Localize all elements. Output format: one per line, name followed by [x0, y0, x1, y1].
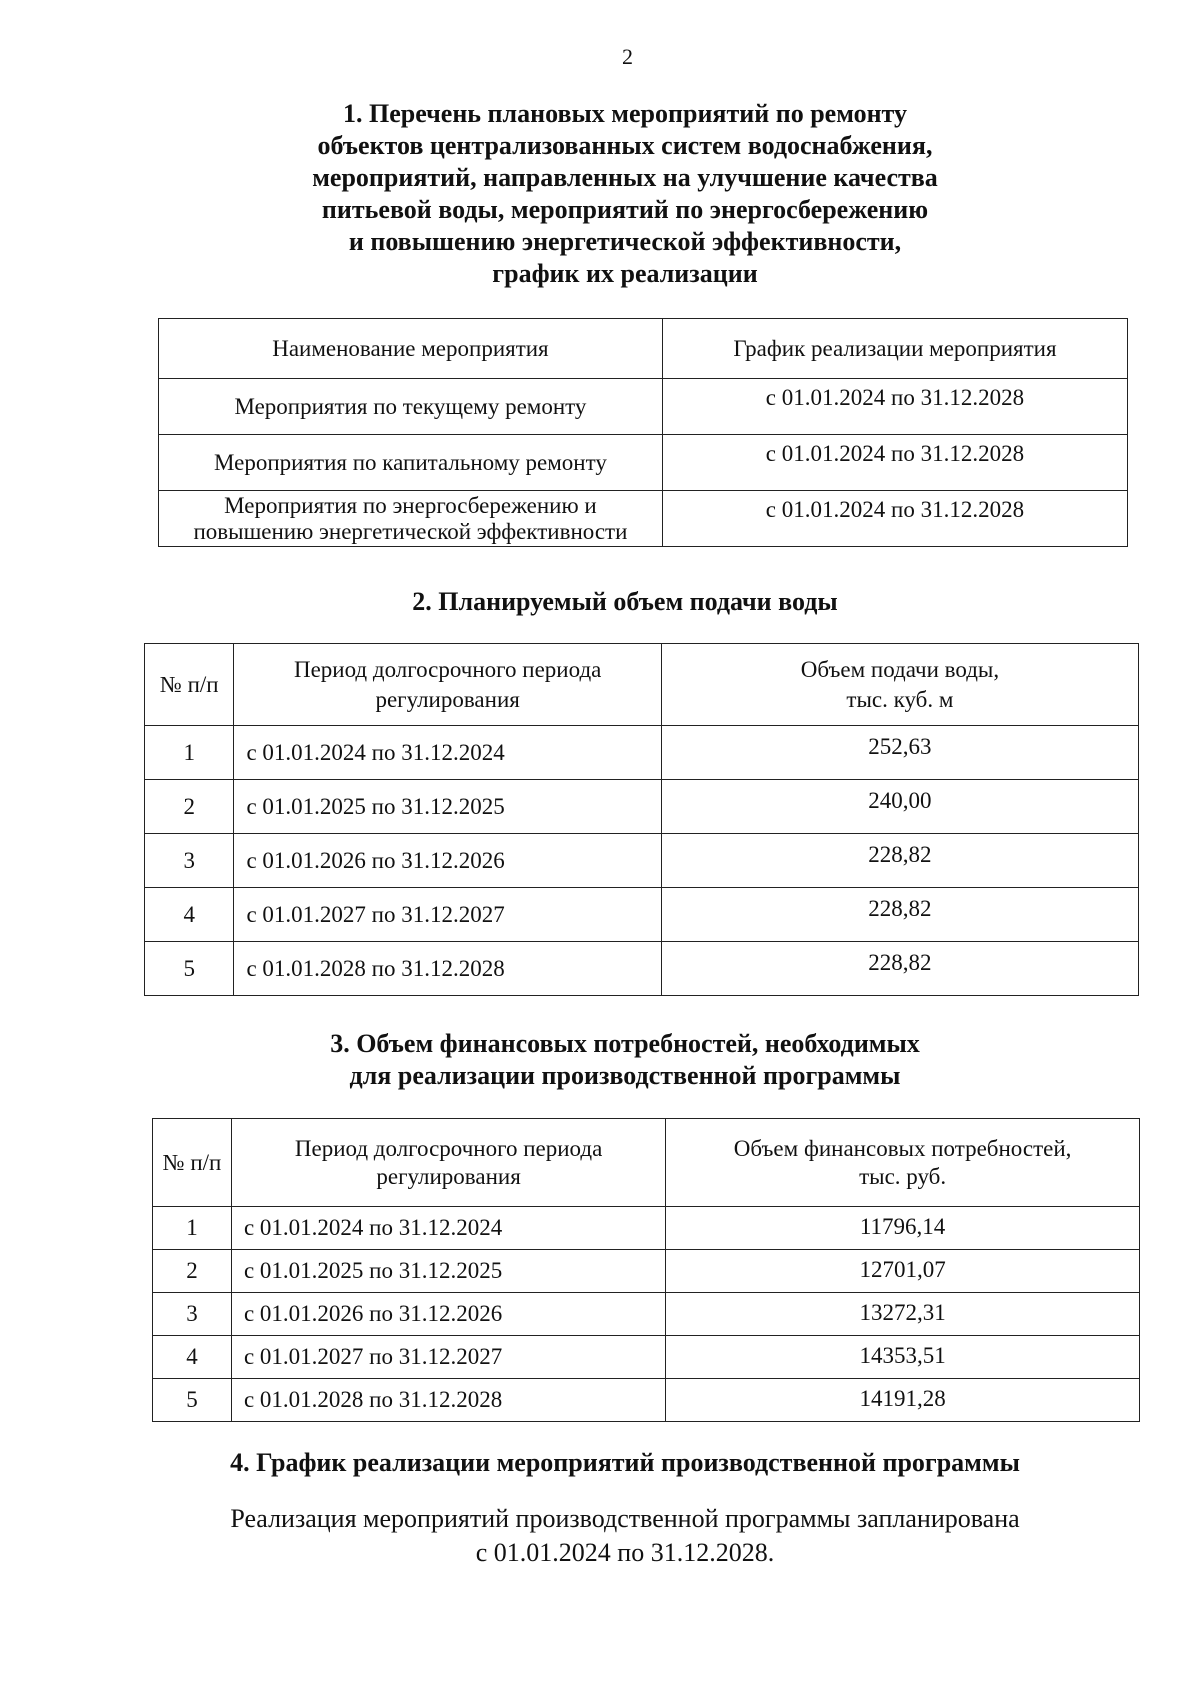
header-line: тыс. руб.	[859, 1163, 947, 1189]
row-value: 240,00	[661, 780, 1138, 834]
activity-schedule: с 01.01.2024 по 31.12.2028	[662, 435, 1127, 491]
row-value: 228,82	[661, 834, 1138, 888]
section-1-title	[0, 98, 1200, 290]
table-row	[153, 1250, 1140, 1293]
header-line: Период долгосрочного периода	[294, 1135, 603, 1161]
row-num: 3	[145, 834, 234, 888]
table-row	[153, 1293, 1140, 1336]
activity-schedule: с 01.01.2024 по 31.12.2028	[662, 379, 1127, 435]
activity-name	[159, 491, 663, 547]
table-header-row	[145, 644, 1139, 726]
header-line: Объем подачи воды,	[800, 656, 1000, 682]
header-value	[661, 644, 1138, 726]
table-row	[145, 834, 1139, 888]
table-row	[153, 1207, 1140, 1250]
title-line: объектов централизованных систем водоснабжения,	[317, 131, 933, 160]
row-value: 13272,31	[666, 1293, 1140, 1336]
row-num: 4	[145, 888, 234, 942]
title-line: и повышению энергетической эффективности,	[348, 227, 902, 256]
table-row	[145, 726, 1139, 780]
table-row	[159, 435, 1128, 491]
table-header-row	[159, 319, 1128, 379]
title-line: мероприятий, направленных на улучшение качества	[312, 163, 938, 192]
row-value: 14191,28	[666, 1379, 1140, 1422]
header-line: Период долгосрочного периода	[293, 656, 602, 682]
row-num: 4	[153, 1336, 232, 1379]
table-row	[159, 491, 1128, 547]
title-line: питьевой воды, мероприятий по энергосбережению	[321, 195, 929, 224]
header-schedule: График реализации мероприятия	[662, 319, 1127, 379]
row-period: с 01.01.2025 по 31.12.2025	[231, 1250, 665, 1293]
header-period	[234, 644, 661, 726]
table-row	[153, 1379, 1140, 1422]
text-line: с 01.01.2024 по 31.12.2028.	[475, 1538, 775, 1567]
header-value	[666, 1119, 1140, 1207]
section-4-title: 4. График реализации мероприятий производственной программы	[230, 1448, 1020, 1477]
table-row	[145, 780, 1139, 834]
row-value: 252,63	[661, 726, 1138, 780]
row-num: 1	[153, 1207, 232, 1250]
table-row	[145, 888, 1139, 942]
header-line: регулирования	[376, 1163, 521, 1189]
title-line: график их реализации	[492, 259, 758, 288]
activities-table	[158, 318, 1128, 547]
water-supply-table	[144, 643, 1139, 996]
header-num: № п/п	[145, 644, 234, 726]
activity-schedule: с 01.01.2024 по 31.12.2028	[662, 491, 1127, 547]
title-line: 1. Перечень плановых мероприятий по ремонту	[343, 99, 907, 128]
section-4-text	[0, 1502, 1200, 1570]
row-period: с 01.01.2028 по 31.12.2028	[234, 942, 661, 996]
header-period	[231, 1119, 665, 1207]
row-period: с 01.01.2026 по 31.12.2026	[231, 1293, 665, 1336]
row-period: с 01.01.2025 по 31.12.2025	[234, 780, 661, 834]
row-value: 228,82	[661, 888, 1138, 942]
row-value: 12701,07	[666, 1250, 1140, 1293]
row-period: с 01.01.2028 по 31.12.2028	[231, 1379, 665, 1422]
page-number: 2	[622, 44, 633, 69]
table-row	[153, 1336, 1140, 1379]
row-value: 228,82	[661, 942, 1138, 996]
row-value: 14353,51	[666, 1336, 1140, 1379]
activity-name-line: повышению энергетической эффективности	[193, 518, 628, 544]
header-line: регулирования	[375, 686, 520, 712]
row-period: с 01.01.2024 по 31.12.2024	[234, 726, 661, 780]
row-num: 5	[153, 1379, 232, 1422]
header-line: Объем финансовых потребностей,	[733, 1135, 1072, 1161]
text-line: Реализация мероприятий производственной программы запланирована	[230, 1504, 1020, 1533]
row-period: с 01.01.2026 по 31.12.2026	[234, 834, 661, 888]
financial-needs-table	[152, 1118, 1140, 1422]
header-activity-name: Наименование мероприятия	[159, 319, 663, 379]
activity-name-line: Мероприятия по энергосбережению и	[224, 492, 597, 518]
table-row	[159, 379, 1128, 435]
table-header-row	[153, 1119, 1140, 1207]
row-num: 2	[145, 780, 234, 834]
header-num: № п/п	[153, 1119, 232, 1207]
table-row	[145, 942, 1139, 996]
row-period: с 01.01.2027 по 31.12.2027	[231, 1336, 665, 1379]
section-3-title	[0, 1028, 1200, 1092]
row-num: 5	[145, 942, 234, 996]
row-num: 1	[145, 726, 234, 780]
activity-name: Мероприятия по текущему ремонту	[159, 379, 663, 435]
header-line: тыс. куб. м	[846, 686, 954, 712]
row-num: 2	[153, 1250, 232, 1293]
title-line: 3. Объем финансовых потребностей, необходимых	[330, 1029, 920, 1058]
row-period: с 01.01.2024 по 31.12.2024	[231, 1207, 665, 1250]
row-period: с 01.01.2027 по 31.12.2027	[234, 888, 661, 942]
activity-name: Мероприятия по капитальному ремонту	[159, 435, 663, 491]
row-num: 3	[153, 1293, 232, 1336]
section-2-title: 2. Планируемый объем подачи воды	[412, 587, 838, 616]
title-line: для реализации производственной программы	[349, 1061, 901, 1090]
row-value: 11796,14	[666, 1207, 1140, 1250]
